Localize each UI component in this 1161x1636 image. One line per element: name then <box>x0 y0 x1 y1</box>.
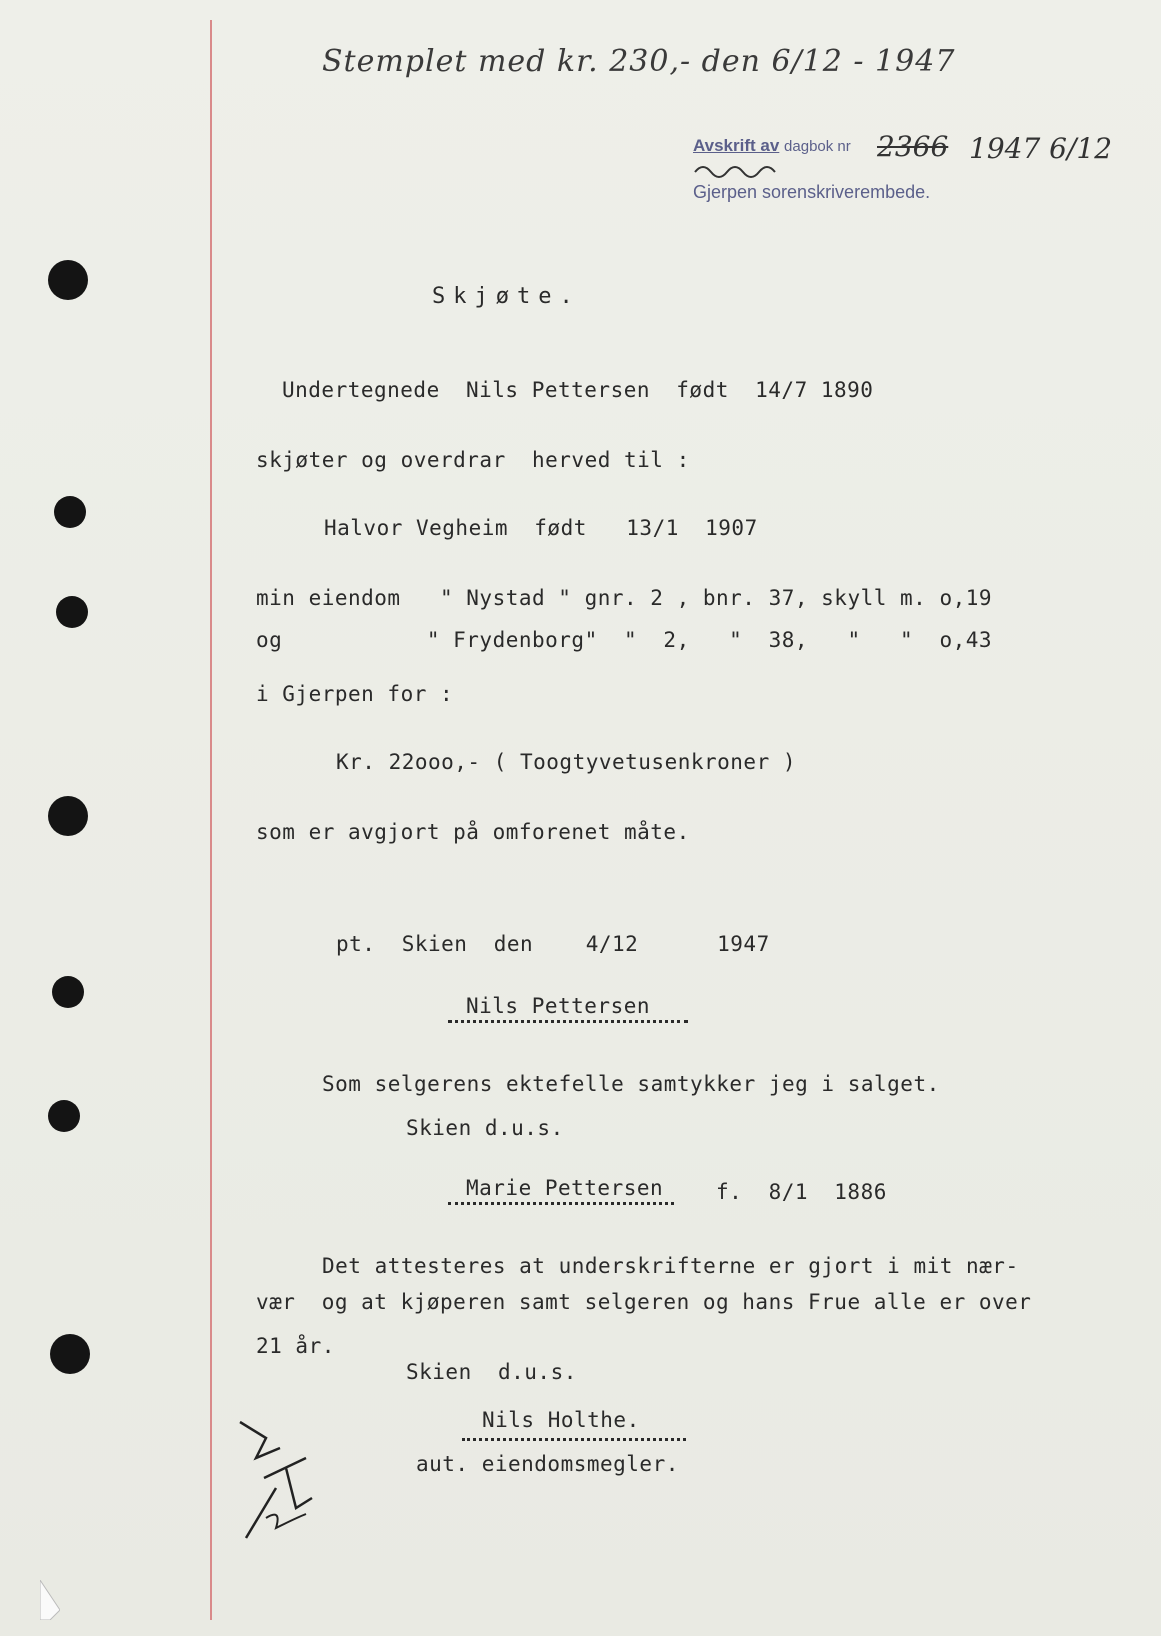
margin-scribble-mark <box>236 1418 326 1548</box>
signature-dotted-line <box>448 1016 688 1023</box>
stamp-year-date: 1947 6/12 <box>969 132 1113 165</box>
attest-line-3: 21 år. <box>256 1334 335 1358</box>
broker-signature: Nils Holthe. <box>482 1408 640 1432</box>
stamp-number: 2366 <box>877 130 949 163</box>
price-line: Kr. 22ooo,- ( Toogtyvetusenkroner ) <box>336 750 797 774</box>
location-line: i Gjerpen for : <box>256 682 454 706</box>
spouse-consent-line: Som selgerens ektefelle samtykker jeg i salget. <box>322 1072 940 1096</box>
stamp-office: Gjerpen sorenskriverembede. <box>693 182 931 202</box>
stamp-line1: Avskrift av dagbok nr <box>693 136 851 155</box>
place-date-line: pt. Skien den 4/12 1947 <box>336 932 770 956</box>
punch-hole <box>48 796 88 836</box>
spouse-signature: Marie Pettersen <box>466 1176 664 1200</box>
skien-dus-line-2: Skien d.u.s. <box>406 1360 577 1384</box>
buyer-line: Halvor Vegheim født 13/1 1907 <box>324 516 758 540</box>
punch-hole <box>50 1334 90 1374</box>
punch-hole <box>48 260 88 300</box>
agreed-line: som er avgjort på omforenet måte. <box>256 820 690 844</box>
spouse-birth: f. 8/1 1886 <box>716 1180 887 1204</box>
signature-dotted-line <box>448 1198 674 1205</box>
transfer-line: skjøter og overdrar herved til : <box>256 448 690 472</box>
attest-line-2: vær og at kjøperen samt selgeren og hans Frue alle er over <box>256 1290 1032 1314</box>
seller-line: Undertegnede Nils Pettersen født 14/7 1890 <box>282 378 874 402</box>
punch-hole <box>52 976 84 1008</box>
margin-line <box>210 20 212 1620</box>
punch-hole <box>54 496 86 528</box>
stamp-initials-scribble <box>693 160 783 180</box>
punch-hole <box>56 596 88 628</box>
skien-dus-line-1: Skien d.u.s. <box>406 1116 564 1140</box>
property-line-1: min eiendom " Nystad " gnr. 2 , bnr. 37, skyll m. o,19 <box>256 586 993 610</box>
broker-title: aut. eiendomsmegler. <box>416 1452 679 1476</box>
attest-line-1: Det attesteres at underskrifterne er gjort i mit nær- <box>322 1254 1019 1278</box>
property-line-2: og " Frydenborg" " 2, " 38, " " o,43 <box>256 628 993 652</box>
seller-signature: Nils Pettersen <box>466 994 651 1018</box>
paper-corner-tear <box>40 1580 60 1620</box>
punch-hole <box>48 1100 80 1132</box>
signature-dotted-line <box>462 1434 686 1441</box>
handwritten-stamp-note: Stemplet med kr. 230,- den 6/12 - 1947 <box>322 44 956 79</box>
document-title: Skjøte. <box>432 284 581 309</box>
